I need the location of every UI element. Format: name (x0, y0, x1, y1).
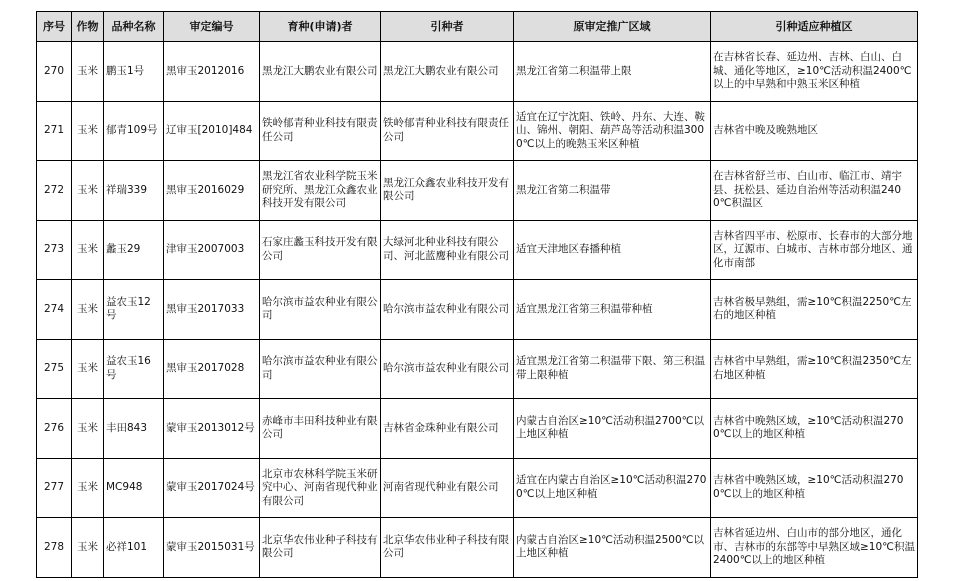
cell-original-region: 适宜黑龙江省第三积温带种植 (514, 280, 711, 340)
cell-introducer: 吉林省金珠种业有限公司 (381, 399, 514, 459)
cell-no: 275 (37, 339, 72, 399)
cell-no: 270 (37, 42, 72, 102)
cell-breeder: 黑龙江大鹏农业有限公司 (260, 42, 381, 102)
cell-introducer: 黑龙江众鑫农业科技开发有限公司 (381, 161, 514, 221)
cell-crop: 玉米 (72, 280, 104, 340)
cell-adapted-region: 吉林省中早熟组，需≥10℃积温2350℃左右地区种植 (711, 339, 918, 399)
cell-introducer: 哈尔滨市益农种业有限公司 (381, 280, 514, 340)
cell-introducer: 黑龙江大鹏农业有限公司 (381, 42, 514, 102)
cell-breeder: 赤峰市丰田科技种业有限公司 (260, 399, 381, 459)
cell-adapted-region: 吉林省中晚及晚熟地区 (711, 101, 918, 161)
cell-introducer: 铁岭郁青种业科技有限责任公司 (381, 101, 514, 161)
cell-no: 274 (37, 280, 72, 340)
cell-no: 278 (37, 518, 72, 578)
cell-adapted-region: 吉林省四平市、松原市、长春市的大部分地区，辽源市、白城市、吉林市部分地区、通化市南部 (711, 220, 918, 280)
cell-adapted-region: 在吉林省舒兰市、白山市、临江市、靖宇县、抚松县、延边自治州等活动积温2400℃积温区 (711, 161, 918, 221)
cell-variety: 鹏玉1号 (104, 42, 164, 102)
cell-breeder: 铁岭郁青种业科技有限责任公司 (260, 101, 381, 161)
cell-variety: 郁青109号 (104, 101, 164, 161)
variety-table (36, 11, 918, 578)
table-row (37, 161, 918, 221)
cell-breeder: 北京华农伟业种子科技有限公司 (260, 518, 381, 578)
cell-breeder: 石家庄蠡玉科技开发有限公司 (260, 220, 381, 280)
header-approval: 审定编号 (164, 12, 260, 42)
cell-approval: 黑审玉2016029 (164, 161, 260, 221)
cell-no: 272 (37, 161, 72, 221)
cell-original-region: 适宜在辽宁沈阳、铁岭、丹东、大连、鞍山、锦州、朝阳、葫芦岛等活动积温3000℃以上的晚熟玉米区种植 (514, 101, 711, 161)
cell-adapted-region: 吉林省极早熟组，需≥10℃积温2250℃左右的地区种植 (711, 280, 918, 340)
header-breeder: 育种(申请)者 (260, 12, 381, 42)
header-adapted-region: 引种适应种植区 (711, 12, 918, 42)
table-row (37, 42, 918, 102)
cell-adapted-region: 吉林省中晚熟区域，≥10℃活动积温2700℃以上的地区种植 (711, 399, 918, 459)
header-no: 序号 (37, 12, 72, 42)
cell-crop: 玉米 (72, 42, 104, 102)
cell-introducer: 河南省现代种业有限公司 (381, 458, 514, 518)
cell-breeder: 北京市农林科学院玉米研究中心、河南省现代种业有限公司 (260, 458, 381, 518)
cell-original-region: 内蒙古自治区≥10℃活动积温2700℃以上地区种植 (514, 399, 711, 459)
header-original-region: 原审定推广区域 (514, 12, 711, 42)
cell-adapted-region: 吉林省延边州、白山市的部分地区，通化市、吉林市的东部等中早熟区域≥10℃积温2400℃以上的地区种植 (711, 518, 918, 578)
cell-original-region: 内蒙古自治区≥10℃活动积温2500℃以上地区种植 (514, 518, 711, 578)
cell-approval: 黑审玉2017028 (164, 339, 260, 399)
cell-original-region: 黑龙江省第二积温带上限 (514, 42, 711, 102)
cell-crop: 玉米 (72, 339, 104, 399)
table-row (37, 458, 918, 518)
cell-original-region: 适宜在内蒙古自治区≥10℃活动积温2700℃以上地区种植 (514, 458, 711, 518)
cell-original-region: 黑龙江省第二积温带 (514, 161, 711, 221)
cell-variety: 蠡玉29 (104, 220, 164, 280)
cell-adapted-region: 吉林省中晚熟区域，≥10℃活动积温2700℃以上的地区种植 (711, 458, 918, 518)
cell-variety: MC948 (104, 458, 164, 518)
cell-variety: 丰田843 (104, 399, 164, 459)
table-row (37, 339, 918, 399)
cell-variety: 益农玉16号 (104, 339, 164, 399)
cell-approval: 蒙审玉2013012号 (164, 399, 260, 459)
cell-variety: 必祥101 (104, 518, 164, 578)
cell-crop: 玉米 (72, 101, 104, 161)
table-row (37, 101, 918, 161)
table-row (37, 280, 918, 340)
header-introducer: 引种者 (381, 12, 514, 42)
cell-no: 276 (37, 399, 72, 459)
cell-crop: 玉米 (72, 399, 104, 459)
cell-crop: 玉米 (72, 518, 104, 578)
header-variety: 品种名称 (104, 12, 164, 42)
cell-approval: 蒙审玉2015031号 (164, 518, 260, 578)
cell-approval: 黑审玉2012016 (164, 42, 260, 102)
table-row (37, 399, 918, 459)
header-crop: 作物 (72, 12, 104, 42)
cell-crop: 玉米 (72, 220, 104, 280)
cell-no: 277 (37, 458, 72, 518)
cell-approval: 辽审玉[2010]484 (164, 101, 260, 161)
table-row (37, 220, 918, 280)
cell-breeder: 哈尔滨市益农种业有限公司 (260, 339, 381, 399)
cell-approval: 蒙审玉2017024号 (164, 458, 260, 518)
cell-breeder: 黑龙江省农业科学院玉米研究所、黑龙江众鑫农业科技开发有限公司 (260, 161, 381, 221)
cell-approval: 津审玉2007003 (164, 220, 260, 280)
cell-approval: 黑审玉2017033 (164, 280, 260, 340)
cell-crop: 玉米 (72, 458, 104, 518)
cell-breeder: 哈尔滨市益农种业有限公司 (260, 280, 381, 340)
cell-crop: 玉米 (72, 161, 104, 221)
cell-original-region: 适宜天津地区春播种植 (514, 220, 711, 280)
cell-introducer: 北京华农伟业种子科技有限公司 (381, 518, 514, 578)
cell-variety: 益农玉12号 (104, 280, 164, 340)
header-row (37, 12, 918, 42)
table-row (37, 518, 918, 578)
cell-original-region: 适宜黑龙江省第二积温带下限、第三积温带上限种植 (514, 339, 711, 399)
cell-variety: 祥瑞339 (104, 161, 164, 221)
cell-introducer: 哈尔滨市益农种业有限公司 (381, 339, 514, 399)
cell-adapted-region: 在吉林省长春、延边州、吉林、白山、白城、通化等地区，≥10℃活动积温2400℃以上的中早熟和中熟玉米区种植 (711, 42, 918, 102)
cell-introducer: 大绿河北种业科技有限公司、河北蓝鹰种业有限公司 (381, 220, 514, 280)
cell-no: 273 (37, 220, 72, 280)
cell-no: 271 (37, 101, 72, 161)
